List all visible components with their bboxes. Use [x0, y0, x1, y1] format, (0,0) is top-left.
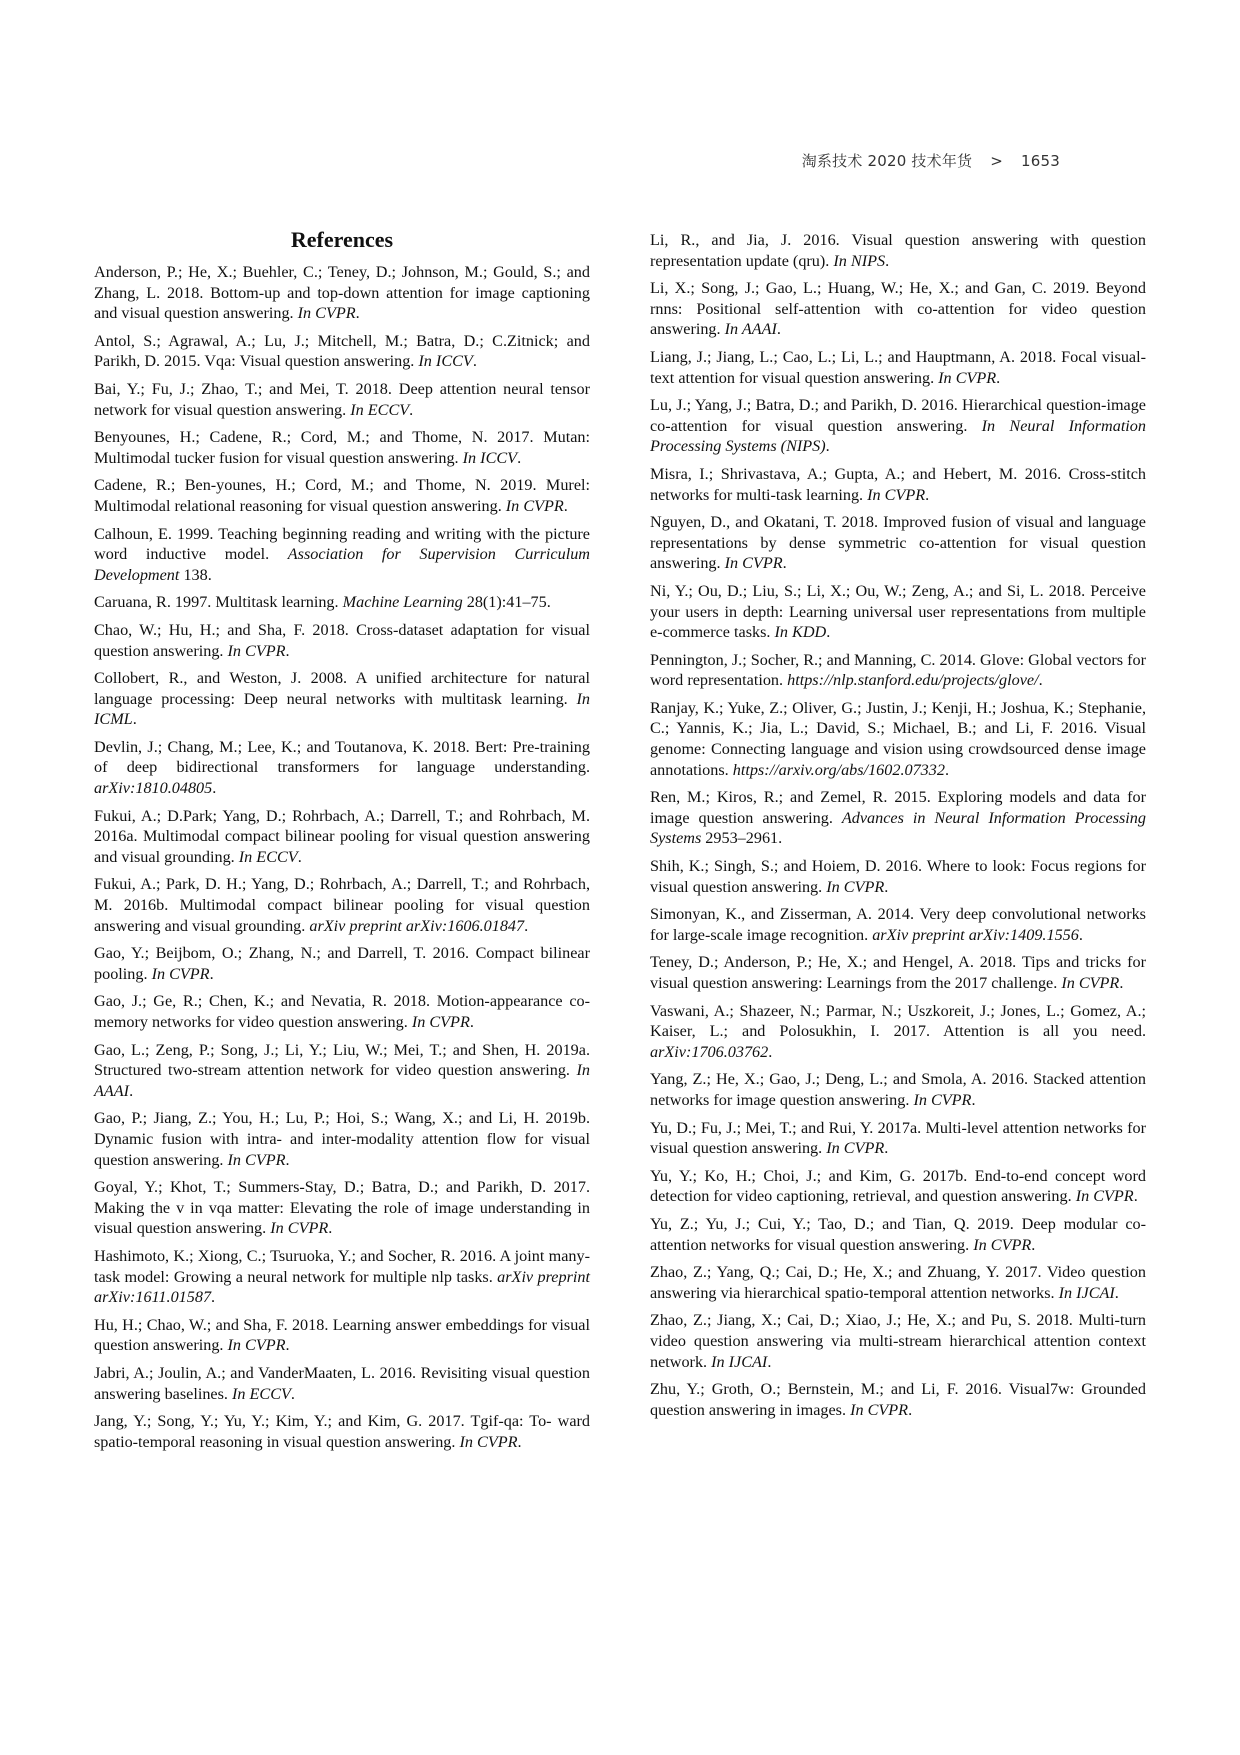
reference-entry	[94, 592, 590, 613]
reference-entry	[94, 1040, 590, 1102]
reference-suffix: .	[1078, 925, 1083, 944]
reference-text: Yang, Z.; He, X.; Gao, J.; Deng, L.; and Smola, A. 2016. Stacked attention networks for image question answering.	[650, 1070, 1146, 1109]
reference-list-left	[94, 262, 590, 1452]
reference-venue: In CVPR	[826, 877, 885, 896]
reference-suffix: .	[211, 1288, 216, 1307]
reference-suffix: .	[472, 352, 477, 371]
reference-venue: In ECCV	[350, 400, 410, 419]
reference-suffix: .	[355, 304, 360, 323]
reference-suffix: .	[297, 847, 302, 866]
reference-entry	[650, 1310, 1146, 1372]
reference-entry	[650, 347, 1146, 388]
reference-suffix: .	[129, 1081, 134, 1100]
reference-venue: Association for Supervision Curriculum Development	[94, 545, 590, 584]
reference-venue: In AAAI	[94, 1061, 590, 1100]
reference-suffix: .	[996, 368, 1001, 387]
reference-text: Hu, H.; Chao, W.; and Sha, F. 2018. Learning answer embeddings for visual question answering.	[94, 1315, 590, 1355]
reference-text: Ranjay, K.; Yuke, Z.; Oliver, G.; Justin, J.; Kenji, H.; Joshua, K.; Stephanie, C.; Yannis, K.; Jia, L.; David, S.; Michael, B.; and Li, F. 2016. Visual genome: Connecting language and vision using crowdsourced dense image annotations.	[650, 698, 1146, 779]
reference-entry	[650, 1214, 1146, 1255]
reference-text: Yu, Z.; Yu, J.; Cui, Y.; Tao, D.; and Tian, Q. 2019. Deep modular co-attention networks for visual question answering.	[650, 1214, 1146, 1254]
reference-venue: In CVPR	[973, 1235, 1032, 1254]
reference-suffix: .	[524, 916, 529, 935]
reference-entry	[94, 991, 590, 1032]
reference-text: Simonyan, K., and Zisserman, A. 2014. Very deep convolutional networks for large-scale image recognition.	[650, 905, 1146, 944]
reference-text: Collobert, R., and Weston, J. 2008. A unified architecture for natural language processing: Deep neural networks with multitask learning.	[94, 669, 590, 708]
reference-venue: In CVPR	[270, 1219, 329, 1238]
reference-entry	[650, 1379, 1146, 1420]
reference-suffix: .	[285, 1150, 290, 1169]
reference-suffix: .	[1119, 974, 1124, 992]
reference-entry	[650, 512, 1146, 574]
reference-text: Pennington, J.; Socher, R.; and Manning, C. 2014. Glove: Global vectors for word representation.	[650, 650, 1146, 690]
reference-suffix: .	[884, 877, 889, 896]
reference-entry	[94, 262, 590, 324]
reference-entry	[94, 737, 590, 799]
reference-entry	[650, 395, 1146, 457]
reference-venue: In CVPR	[297, 304, 356, 323]
reference-suffix: .	[285, 1336, 290, 1355]
reference-text: Hashimoto, K.; Xiong, C.; Tsuruoka, Y.; and Socher, R. 2016. A joint many-task model: Growing a neural network for multiple nlp tasks.	[94, 1246, 590, 1286]
references-column-left	[94, 228, 590, 1459]
reference-entry	[650, 952, 1146, 993]
running-header-separator: >	[990, 152, 1004, 170]
reference-suffix: .	[825, 437, 830, 456]
reference-text: Antol, S.; Agrawal, A.; Lu, J.; Mitchell, M.; Batra, D.; C.Zitnick; and Parikh, D. 2015. Vqa: Visual question answering.	[94, 331, 590, 371]
reference-entry	[650, 856, 1146, 897]
reference-entry	[650, 904, 1146, 945]
reference-venue: In IJCAI	[711, 1352, 768, 1371]
reference-suffix: .	[290, 1384, 295, 1403]
reference-venue: In CVPR	[459, 1432, 518, 1451]
running-header-title: 淘系技术 2020 技术年货	[801, 152, 973, 170]
reference-text: Devlin, J.; Chang, M.; Lee, K.; and Toutanova, K. 2018. Bert: Pre-training of deep bidirectional transformers for language understanding.	[94, 737, 590, 777]
reference-venue: In NIPS	[833, 251, 886, 270]
reference-venue: arXiv:1706.03762	[650, 1042, 769, 1061]
page-number: 1653	[1021, 152, 1060, 170]
reference-venue: Machine Learning	[342, 593, 463, 612]
reference-suffix: .	[517, 1432, 522, 1451]
reference-text: Ren, M.; Kiros, R.; and Zemel, R. 2015. Exploring models and data for image question answering.	[650, 788, 1146, 827]
reference-venue: arXiv preprint arXiv:1409.1556	[872, 925, 1079, 944]
reference-suffix: .	[132, 710, 137, 729]
reference-suffix: .	[884, 1139, 889, 1158]
reference-venue: arXiv preprint arXiv:1606.01847	[309, 916, 525, 935]
reference-venue: In ECCV	[232, 1384, 291, 1403]
reference-entry	[94, 1246, 590, 1308]
reference-text: Bai, Y.; Fu, J.; Zhao, T.; and Mei, T. 2018. Deep attention neural tensor network for visual question answering.	[94, 379, 590, 419]
reference-entry	[94, 1177, 590, 1239]
reference-entry	[650, 230, 1146, 271]
reference-entry	[94, 1315, 590, 1356]
reference-suffix: .	[925, 485, 930, 504]
reference-entry	[94, 943, 590, 984]
reference-venue: In AAAI	[724, 320, 777, 339]
reference-venue: In CVPR	[867, 485, 926, 504]
reference-suffix: .	[328, 1219, 333, 1238]
reference-text: Yu, Y.; Ko, H.; Choi, J.; and Kim, G. 2017b. End-to-end concept word detection for video captioning, retrieval, and question answering.	[650, 1166, 1146, 1206]
reference-text: Fukui, A.; D.Park; Yang, D.; Rohrbach, A.; Darrell, T.; and Rohrbach, M. 2016a. Multimodal compact bilinear pooling for visual question answering and visual grounding.	[94, 806, 590, 866]
reference-text: Benyounes, H.; Cadene, R.; Cord, M.; and Thome, N. 2017. Mutan: Multimodal tucker fusion for visual question answering.	[94, 428, 590, 467]
reference-suffix: 138.	[179, 565, 212, 584]
reference-text: Jang, Y.; Song, Y.; Yu, Y.; Kim, Y.; and Kim, G. 2017. Tgif-qa: To- ward spatio-temporal reasoning in visual question answering.	[94, 1412, 590, 1451]
reference-text: Yu, D.; Fu, J.; Mei, T.; and Rui, Y. 2017a. Multi-level attention networks for visual question answering.	[650, 1118, 1146, 1158]
reference-venue: In KDD	[774, 623, 827, 642]
reference-suffix: .	[285, 641, 290, 660]
reference-venue: arXiv preprint arXiv:1611.01587	[94, 1267, 590, 1307]
reference-entry	[94, 379, 590, 420]
reference-entry	[650, 1069, 1146, 1110]
reference-entry	[94, 668, 590, 730]
reference-venue: In CVPR	[724, 554, 783, 573]
reference-text: Vaswani, A.; Shazeer, N.; Parmar, N.; Uszkoreit, J.; Jones, L.; Gomez, A.; Kaiser, L.; and Polosukhin, I. 2017. Attention is all you need.	[650, 1001, 1146, 1041]
reference-venue: Advances in Neural Information Processing Systems	[650, 808, 1146, 848]
reference-entry	[650, 581, 1146, 643]
reference-venue: In CVPR	[227, 641, 286, 660]
reference-venue: In CVPR	[913, 1090, 972, 1109]
reference-text: Anderson, P.; He, X.; Buehler, C.; Teney, D.; Johnson, M.; Gould, S.; and Zhang, L. 2018. Bottom-up and top-down attention for image captioning and visual question answering.	[94, 263, 590, 323]
reference-suffix: .	[971, 1090, 976, 1109]
reference-entry	[94, 1411, 590, 1452]
reference-entry	[650, 650, 1146, 691]
reference-entry	[650, 787, 1146, 849]
reference-entry	[94, 620, 590, 661]
reference-entry	[650, 698, 1146, 780]
reference-list-right	[650, 230, 1146, 1420]
reference-venue: https://arxiv.org/abs/1602.07332	[732, 760, 945, 779]
reference-text: Shih, K.; Singh, S.; and Hoiem, D. 2016. Where to look: Focus regions for visual question answering.	[650, 857, 1146, 896]
reference-suffix: .	[469, 1013, 474, 1031]
reference-suffix: .	[768, 1042, 773, 1061]
reference-suffix: .	[563, 496, 568, 515]
reference-venue: In CVPR	[938, 368, 997, 387]
reference-suffix: .	[212, 779, 217, 798]
reference-text: Zhu, Y.; Groth, O.; Bernstein, M.; and Li, F. 2016. Visual7w: Grounded question answering in images.	[650, 1380, 1146, 1419]
references-heading: References	[290, 227, 394, 252]
reference-entry	[94, 1363, 590, 1404]
reference-suffix: .	[782, 554, 787, 573]
reference-venue: In IJCAI	[1058, 1283, 1115, 1302]
reference-venue: In ICML	[94, 689, 590, 729]
reference-venue: https://nlp.stanford.edu/projects/glove/	[787, 671, 1039, 690]
reference-venue: In CVPR	[826, 1139, 885, 1158]
reference-suffix: .	[944, 760, 950, 779]
reference-entry	[94, 1108, 590, 1170]
reference-venue: In CVPR	[1075, 1187, 1134, 1206]
reference-venue: In CVPR	[151, 964, 210, 983]
reference-text: Ni, Y.; Ou, D.; Liu, S.; Li, X.; Ou, W.; Zeng, A.; and Si, L. 2018. Perceive your users in depth: Learning universal user representations from multiple e-commerce tasks.	[650, 581, 1146, 642]
reference-suffix: .	[776, 320, 781, 339]
reference-entry	[650, 278, 1146, 340]
reference-venue: In CVPR	[227, 1336, 286, 1355]
reference-text: Goyal, Y.; Khot, T.; Summers-Stay, D.; Batra, D.; and Parikh, D. 2017. Making the v in vqa matter: Elevating the role of image understanding in visual question answering.	[94, 1178, 590, 1238]
reference-text: Zhao, Z.; Jiang, X.; Cai, D.; Xiao, J.; He, X.; and Pu, S. 2018. Multi-turn video question answering via multi-stream hierarchical attention context network.	[650, 1311, 1146, 1371]
reference-entry	[94, 874, 590, 936]
reference-text: Nguyen, D., and Okatani, T. 2018. Improved fusion of visual and language representations by dense symmetric co-attention for visual question answering.	[650, 513, 1146, 573]
reference-entry	[650, 1166, 1146, 1207]
running-header	[802, 150, 1060, 171]
reference-text: Gao, P.; Jiang, Z.; You, H.; Lu, P.; Hoi, S.; Wang, X.; and Li, H. 2019b. Dynamic fusion with intra- and inter-modality attention flow for visual question answering.	[94, 1109, 590, 1169]
reference-venue: arXiv:1810.04805	[94, 779, 213, 798]
reference-text: Lu, J.; Yang, J.; Batra, D.; and Parikh, D. 2016. Hierarchical question-image co-attention for visual question answering.	[650, 396, 1146, 435]
reference-suffix: .	[517, 448, 522, 467]
reference-text: Cadene, R.; Ben-younes, H.; Cord, M.; and Thome, N. 2019. Murel: Multimodal relational reasoning for visual question answering.	[94, 476, 590, 515]
reference-venue: In ICCV	[462, 448, 518, 467]
reference-text: Jabri, A.; Joulin, A.; and VanderMaaten, L. 2016. Revisiting visual question answering baselines.	[94, 1363, 590, 1403]
reference-entry	[94, 331, 590, 372]
reference-venue: In CVPR	[1061, 974, 1120, 992]
reference-text: Li, X.; Song, J.; Gao, L.; Huang, W.; He, X.; and Gan, C. 2019. Beyond rnns: Positional self-attention with co-attention for video question answering.	[650, 279, 1146, 339]
reference-entry	[650, 464, 1146, 505]
reference-text: Misra, I.; Shrivastava, A.; Gupta, A.; and Hebert, M. 2016. Cross-stitch networks for multi-task learning.	[650, 464, 1146, 504]
references-column-right	[650, 230, 1146, 1427]
reference-text: Teney, D.; Anderson, P.; He, X.; and Hengel, A. 2018. Tips and tricks for visual question answering: Learnings from the 2017 challenge.	[650, 953, 1146, 992]
reference-entry	[650, 1001, 1146, 1063]
reference-text: Caruana, R. 1997. Multitask learning.	[94, 593, 343, 612]
reference-suffix: .	[1133, 1187, 1138, 1206]
reference-text: Gao, L.; Zeng, P.; Song, J.; Li, Y.; Liu, W.; Mei, T.; and Shen, H. 2019a. Structured two-stream attention network for video question answering.	[94, 1040, 590, 1080]
reference-text: Gao, J.; Ge, R.; Chen, K.; and Nevatia, R. 2018. Motion-appearance co-memory networks for video question answering.	[94, 992, 590, 1031]
reference-text: Zhao, Z.; Yang, Q.; Cai, D.; He, X.; and Zhuang, Y. 2017. Video question answering via hierarchical spatio-temporal attention networks.	[650, 1263, 1146, 1302]
reference-suffix: .	[409, 400, 414, 419]
reference-text: Liang, J.; Jiang, L.; Cao, L.; Li, L.; and Hauptmann, A. 2018. Focal visual-text attention for visual question answering.	[650, 347, 1146, 387]
reference-entry	[94, 806, 590, 868]
reference-suffix: .	[885, 251, 890, 270]
reference-entry	[650, 1118, 1146, 1159]
reference-venue: In ICCV	[418, 352, 473, 371]
reference-suffix: .	[1038, 671, 1043, 690]
reference-suffix: 2953–2961.	[701, 829, 783, 848]
reference-entry	[94, 524, 590, 586]
reference-venue: In CVPR	[227, 1150, 286, 1169]
reference-suffix: .	[1031, 1235, 1036, 1254]
reference-suffix: .	[209, 964, 214, 983]
reference-venue: In CVPR	[850, 1400, 909, 1419]
reference-suffix: .	[1114, 1283, 1119, 1302]
reference-entry	[94, 427, 590, 468]
reference-text: Chao, W.; Hu, H.; and Sha, F. 2018. Cross-dataset adaptation for visual question answering.	[94, 620, 590, 660]
reference-entry	[650, 1262, 1146, 1303]
reference-suffix: .	[826, 623, 831, 642]
reference-venue: In ECCV	[238, 847, 298, 866]
reference-venue: In Neural Information Processing Systems (NIPS)	[650, 416, 1146, 456]
reference-entry	[94, 475, 590, 516]
reference-suffix: .	[908, 1400, 913, 1419]
reference-venue: In CVPR	[411, 1013, 470, 1031]
reference-text: Calhoun, E. 1999. Teaching beginning reading and writing with the picture word inductive model.	[94, 524, 590, 564]
reference-text: Gao, Y.; Beijbom, O.; Zhang, N.; and Darrell, T. 2016. Compact bilinear pooling.	[94, 944, 590, 983]
reference-suffix: 28(1):41–75.	[462, 593, 551, 612]
reference-text: Fukui, A.; Park, D. H.; Yang, D.; Rohrbach, A.; Darrell, T.; and Rohrbach, M. 2016b. Multimodal compact bilinear pooling for visual question answering and visual grounding.	[94, 875, 590, 935]
reference-suffix: .	[767, 1352, 772, 1371]
reference-text: Li, R., and Jia, J. 2016. Visual question answering with question representation update (qru).	[650, 231, 1146, 270]
reference-venue: In CVPR	[505, 496, 564, 515]
